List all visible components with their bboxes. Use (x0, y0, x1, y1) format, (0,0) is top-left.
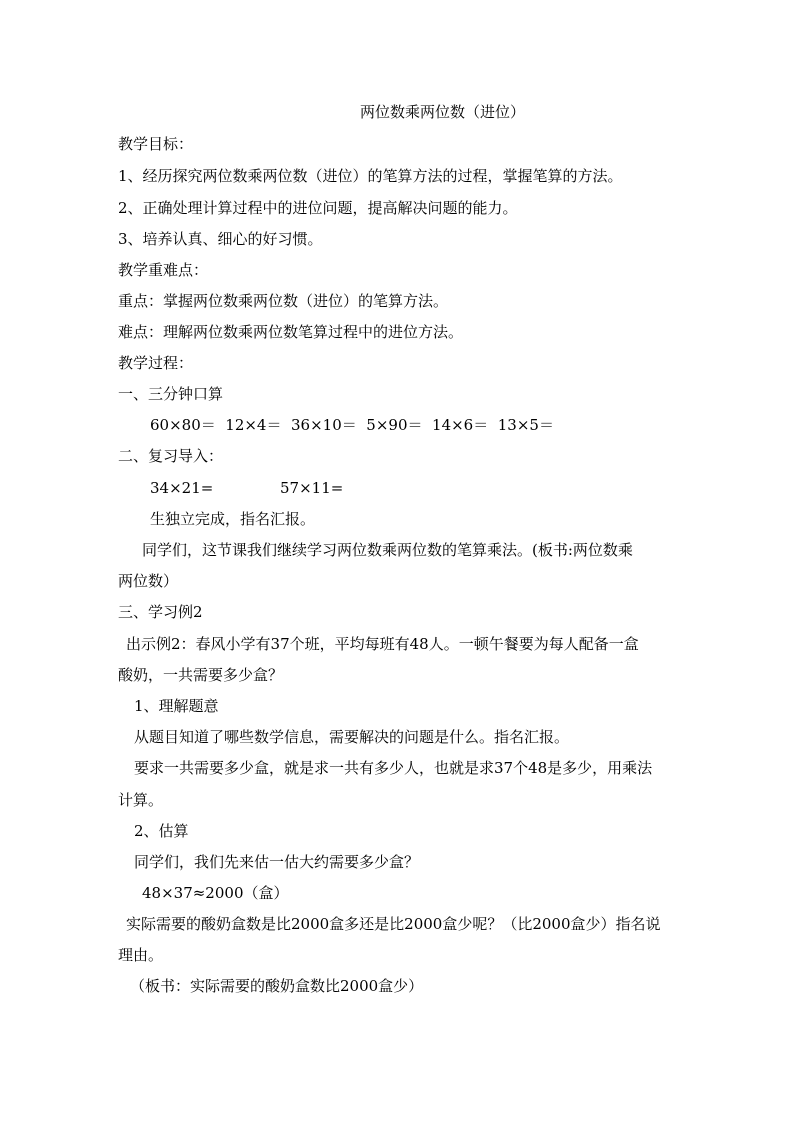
objectives-heading: 教学目标： (118, 135, 194, 153)
objective-3: 3、培养认真、细心的好习惯。 (118, 230, 323, 248)
step-2-heading: 2、估算 (134, 822, 189, 840)
review-problem-2: 57×11= (280, 479, 344, 497)
question-line-1: 实际需要的酸奶盒数是比2000盒多还是比2000盒少呢？（比2000盒少）指名说 (126, 915, 661, 933)
section-2-heading: 二、复习导入： (118, 447, 224, 465)
mental-math-line: 60×80＝ 12×4＝ 36×10＝ 5×90＝ 14×6＝ 13×5＝ (150, 416, 554, 434)
step-1-answer-line-1: 要求一共需要多少盒，就是求一共有多少人，也就是求37个48是多少，用乘法 (134, 759, 653, 777)
estimate-line: 48×37≈2000（盒） (142, 884, 289, 902)
section-3-heading: 三、学习例2 (118, 603, 203, 621)
review-note: 生独立完成，指名汇报。 (150, 510, 316, 528)
objective-1: 1、经历探究两位数乘两位数（进位）的笔算方法的过程，掌握笔算的方法。 (118, 167, 623, 185)
objective-2: 2、正确处理计算过程中的进位问题，提高解决问题的能力。 (118, 199, 518, 217)
question-line-2: 理由。 (118, 946, 164, 964)
key-points-heading: 教学重难点： (118, 261, 209, 279)
example-line-1: 出示例2：春风小学有37个班，平均每班有48人。一顿午餐要为每人配备一盒 (126, 635, 639, 653)
review-problem-1: 34×21= (150, 479, 214, 497)
intro-line-1: 同学们，这节课我们继续学习两位数乘两位数的笔算乘法。(板书:两位数乘 (142, 541, 633, 559)
step-2-text: 同学们，我们先来估一估大约需要多少盒？ (134, 853, 420, 871)
step-1-answer-line-2: 计算。 (118, 791, 164, 809)
step-1-heading: 1、理解题意 (134, 697, 219, 715)
key-point: 重点：掌握两位数乘两位数（进位）的笔算方法。 (118, 292, 449, 310)
example-line-2: 酸奶，一共需要多少盒？ (118, 666, 284, 684)
process-heading: 教学过程： (118, 354, 194, 372)
document-title: 两位数乘两位数（进位） (360, 103, 526, 121)
board-note: （板书：实际需要的酸奶盒数比2000盒少） (130, 977, 424, 995)
section-1-heading: 一、三分钟口算 (118, 385, 224, 403)
difficult-point: 难点：理解两位数乘两位数笔算过程中的进位方法。 (118, 323, 464, 341)
intro-line-2: 两位数） (118, 572, 179, 590)
step-1-text: 从题目知道了哪些数学信息，需要解决的问题是什么。指名汇报。 (134, 728, 570, 746)
